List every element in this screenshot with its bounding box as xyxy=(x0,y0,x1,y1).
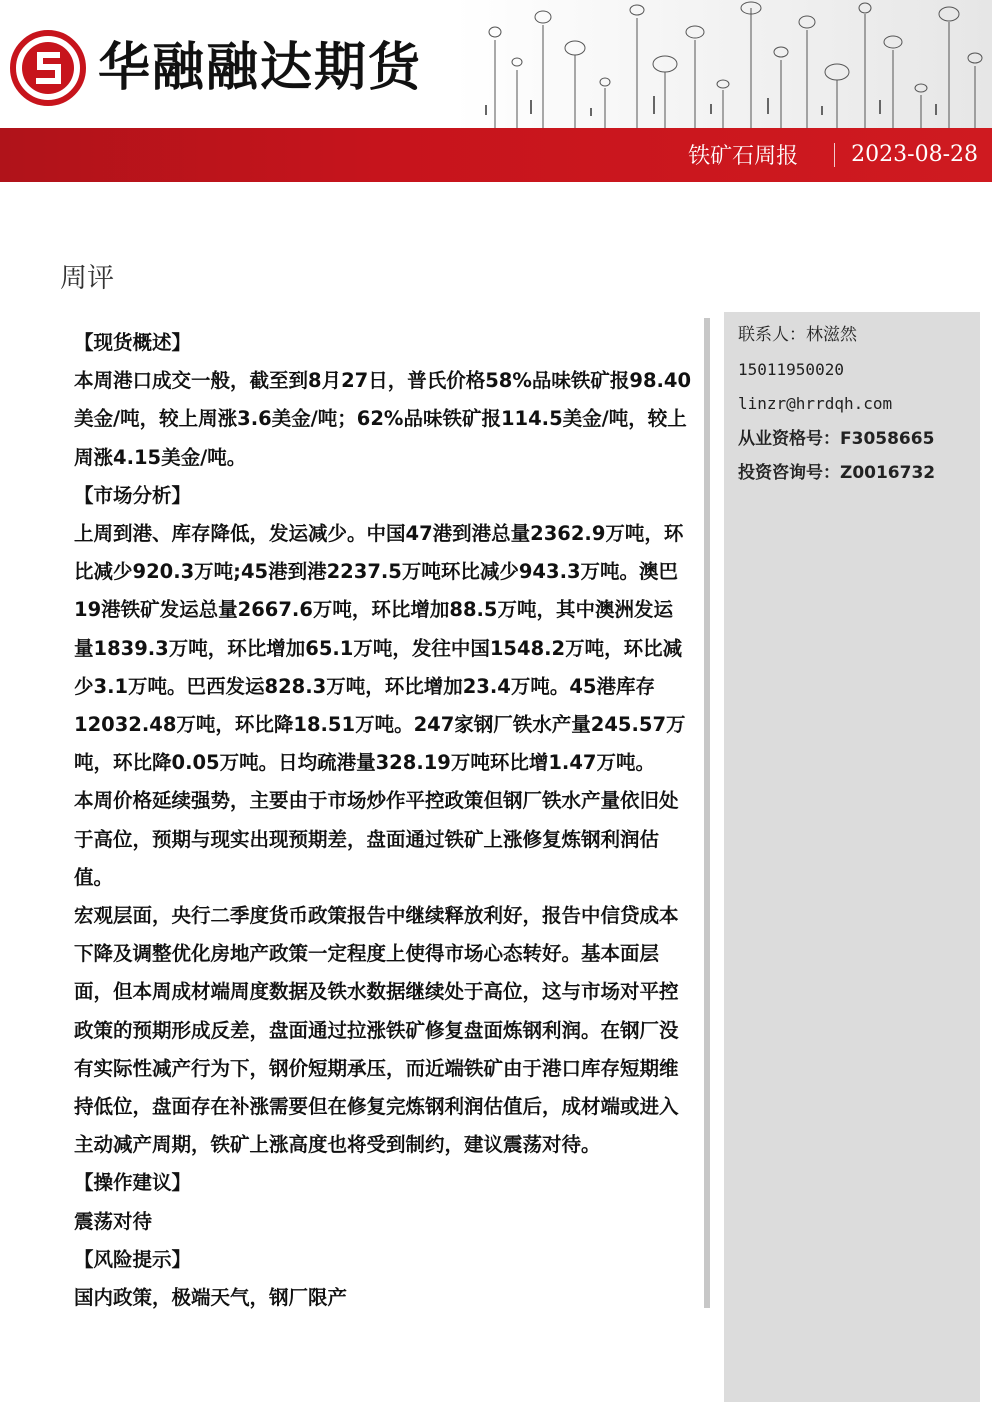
brand-name: 华融融达期货 xyxy=(98,38,423,98)
heading-risk-warning: 【风险提示】 xyxy=(74,1247,192,1271)
contact-info xyxy=(738,318,935,491)
heading-spot-overview: 【现货概述】 xyxy=(74,331,192,354)
contact-person: 联系人：林滋然 xyxy=(738,325,857,345)
company-logo-seal xyxy=(10,30,86,106)
header-decoration xyxy=(455,0,992,128)
report-meta xyxy=(688,139,978,170)
paragraph-spot-overview: 本周港口成交一般，截至到8月27日，普氏价格58%品味铁矿报98.40美金/吨，较上周涨3.6美金/吨；62%品味铁矿报114.5美金/吨，较上周涨4.15美金/吨。 xyxy=(74,369,692,469)
section-title: 周评 xyxy=(60,263,114,294)
qualification-number: 从业资格号：F3058665 xyxy=(738,428,935,449)
consulting-number: 投资咨询号：Z0016732 xyxy=(738,463,936,483)
report-type: 铁矿石周报 xyxy=(688,144,799,169)
report-header xyxy=(0,0,992,182)
contact-sidebar xyxy=(724,312,980,1402)
meta-divider xyxy=(834,143,835,167)
paragraph-operation-advice: 震荡对待 xyxy=(74,1209,153,1233)
report-date: 2023-08-28 xyxy=(851,142,978,167)
contact-phone: 15011950020 xyxy=(738,359,844,379)
paragraph-market-analysis: 上周到港、库存降低，发运减少。中国47港到港总量2362.9万吨，环比减少920.3万吨;45港到港2237.5万吨环比减少943.3万吨。澳巴19港铁矿发运总量2667.6万吨，环比增加88.5万吨，其中澳洲发运量1839.3万吨，环比增加65.1万吨，发往中国1548.2万吨，环比减少3.1万吨。巴西发运828.3万吨，环比增加23.4万吨。45港库存12032.48万吨，环比降18.51万吨。247家钢厂铁水产量245.57万吨，环比降0.05万吨。日均疏港量328.19万吨环比增1.47万吨。 xyxy=(74,522,686,775)
paragraph-risk-warning: 国内政策，极端天气，钢厂限产 xyxy=(74,1286,348,1310)
paragraph-macro: 宏观层面，央行二季度货币政策报告中继续释放利好，报告中信贷成本下降及调整优化房地产政策一定程度上使得市场心态转好。基本面层面，但本周成材端周度数据及铁水数据继续处于高位，这与市场对平控政策的预期形成反差，盘面通过拉涨铁矿修复盘面炼钢利润。在钢厂没有实际性减产行为下，钢价短期承压，而近端铁矿由于港口库存短期维持低位，盘面存在补涨需要但在修复完炼钢利润估值后，成材端或进入主动减产周期，铁矿上涨高度也将受到制约，建议震荡对待。 xyxy=(74,904,679,1157)
brand-logo xyxy=(10,28,422,108)
report-body xyxy=(74,324,692,1317)
contact-email: linzr@hrrdqh.com xyxy=(738,394,893,413)
sidebar-divider xyxy=(704,318,710,1308)
heading-operation-advice: 【操作建议】 xyxy=(74,1171,192,1195)
heading-market-analysis: 【市场分析】 xyxy=(74,483,192,507)
paragraph-price-trend: 本周价格延续强势，主要由于市场炒作平控政策但钢厂铁水产量依旧处于高位，预期与现实出现预期差，盘面通过铁矿上涨修复炼钢利润估值。 xyxy=(74,789,679,889)
